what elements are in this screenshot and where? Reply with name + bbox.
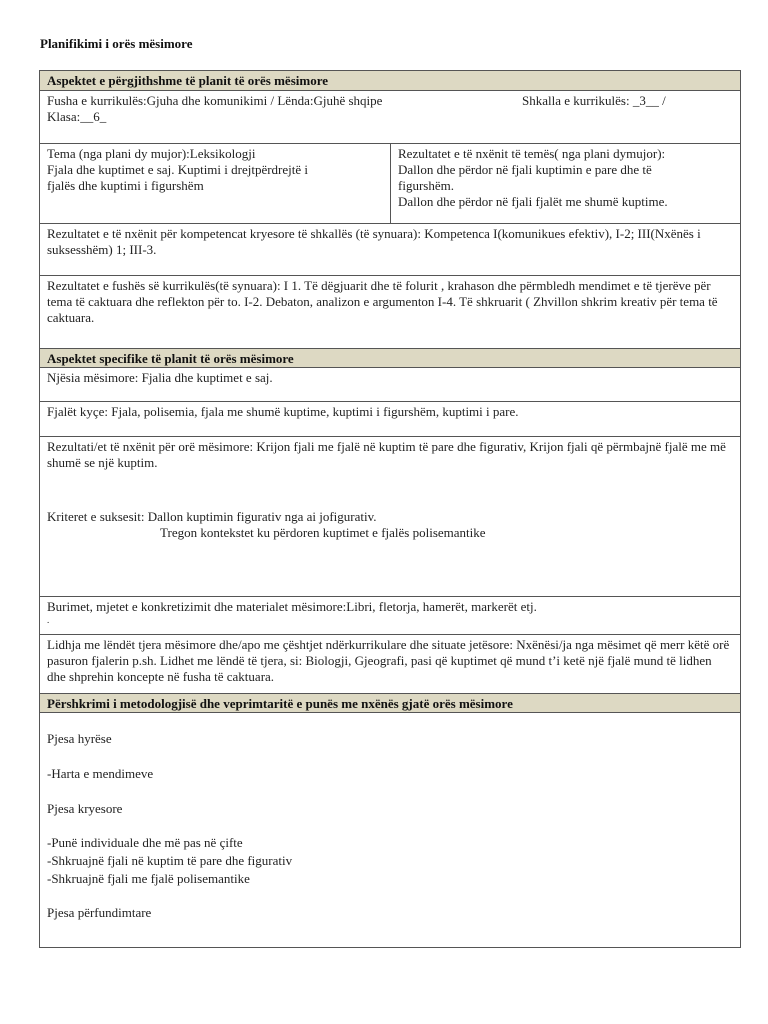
- topic-outcomes-cell: [391, 144, 740, 223]
- topic-outcomes-label: Rezultatet e të nxënit të temës( nga plani dymujor):: [398, 146, 666, 161]
- topic-text-1: Fjala dhe kuptimet e saj. Kuptimi i drejtpërdrejtë i: [47, 162, 309, 177]
- lesson-outcomes-text: Rezultati/et të nxënit për orë mësimore: Krijon fjali me fjalë në kuptim të pare dhe figurativ, Krijon fjali që përmbajnë fjalë me më shumë se një kuptim.: [47, 439, 726, 470]
- curriculum-outcomes-text: Rezultatet e fushës së kurrikulës(të synuara): I 1. Të dëgjuarit dhe të folurit , krahason dhe përmbledh mendimet e të tjerëve për tema të caktuara dhe reflekton për to. I-2. Debaton, analizon e argumenton I-4. Të shkruarit ( Zhvillon shkrim kreativ për tema të caktuara.: [47, 278, 718, 325]
- document-title: Planifikimi i orës mësimore: [40, 36, 193, 51]
- curriculum-field: Fusha e kurrikulës:Gjuha dhe komunikimi / Lënda:Gjuhë shqipe: [47, 93, 383, 108]
- key-competences-row: [40, 223, 740, 275]
- success-criteria-2: Tregon kontekstet ku përdoren kuptimet e fjalës polisemantike: [160, 525, 486, 540]
- general-aspects-header: Aspektet e përgjithshme të planit të orës mësimore: [40, 71, 740, 90]
- keywords-row: [40, 401, 740, 436]
- success-criteria-1: Kriteret e suksesit: Dallon kuptimin figurativ nga ai jofigurativ.: [47, 509, 377, 524]
- cross-curricular-row: [40, 634, 740, 693]
- lesson-unit-text: Njësia mësimore: Fjalia dhe kuptimet e saj.: [47, 370, 273, 385]
- lesson-plan-table: [39, 70, 741, 948]
- curriculum-info-row: [40, 90, 740, 143]
- key-competences-text: Rezultatet e të nxënit për kompetencat kryesore të shkallës (të synuara): Kompetenca I(komunikues efektiv), I-2; III(Nxënës i suksesshëm) 1; III-3.: [47, 226, 701, 257]
- write-sentences-polysemantic: -Shkruajnë fjali me fjalë polisemantike: [47, 871, 250, 886]
- topic-outcome-1b: figurshëm.: [398, 178, 454, 193]
- curriculum-outcomes-row: [40, 275, 740, 348]
- keywords-text: Fjalët kyçe: Fjala, polisemia, fjala me shumë kuptime, kuptimi i figurshëm, kuptimi i pare.: [47, 404, 519, 419]
- final-part-label: Pjesa përfundimtare: [47, 905, 152, 920]
- mind-map-activity: -Harta e mendimeve: [47, 766, 154, 781]
- lesson-unit-row: [40, 367, 740, 401]
- resources-dot: .: [47, 615, 50, 625]
- topic-row: [40, 143, 740, 223]
- topic-text-2: fjalës dhe kuptimi i figurshëm: [47, 178, 204, 193]
- topic-outcome-2: Dallon dhe përdor në fjali fjalët me shumë kuptime.: [398, 194, 668, 209]
- curriculum-level: Shkalla e kurrikulës: _3__ /: [522, 93, 666, 108]
- lesson-outcomes-row: [40, 436, 740, 596]
- methodology-row: [40, 712, 740, 947]
- write-sentences-figurative: -Shkruajnë fjali në kuptim të pare dhe figurativ: [47, 853, 293, 868]
- methodology-header: Përshkrimi i metodologjisë dhe veprimtaritë e punës me nxënës gjatë orës mësimore: [40, 693, 740, 712]
- intro-part-label: Pjesa hyrëse: [47, 731, 112, 746]
- topic-label: Tema (nga plani dy mujor):Leksikologji: [47, 146, 256, 161]
- resources-row: [40, 596, 740, 634]
- topic-outcome-1: Dallon dhe përdor në fjali kuptimin e pare dhe të: [398, 162, 652, 177]
- class-field: Klasa:__6_: [47, 109, 107, 124]
- cross-curricular-text: Lidhja me lëndët tjera mësimore dhe/apo me çështjet ndërkurrikulare dhe situate jetësore: Nxënësi/ja nga mësimet që merr këtë orë pasuron fjalerin p.sh. Lidhet me lëndë të tjera, si: Biologji, Gjeografi, pasi që kuptimet që mund t’i ketë një fjalë mund të lidhen dhe shprehin koncepte në fusha të caktuara.: [47, 637, 730, 684]
- main-part-label: Pjesa kryesore: [47, 801, 123, 816]
- specific-aspects-header: Aspektet specifike të planit të orës mësimore: [40, 348, 740, 367]
- resources-text: Burimet, mjetet e konkretizimit dhe materialet mësimore:Libri, fletorja, hamerët, markerët etj.: [47, 599, 537, 614]
- topic-cell: [40, 144, 391, 223]
- individual-pair-work: -Punë individuale dhe më pas në çifte: [47, 835, 243, 850]
